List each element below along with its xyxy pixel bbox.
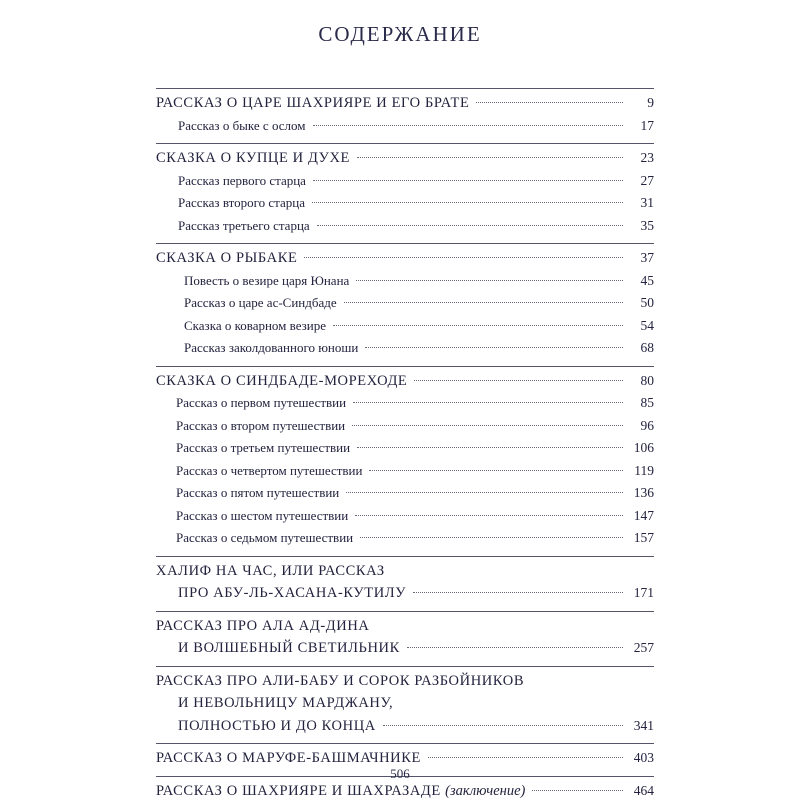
dot-leader [407,647,623,648]
dot-leader [346,492,623,493]
toc-subentry-title [178,115,306,138]
toc-entry[interactable] [156,637,654,660]
toc-section [156,88,654,137]
toc-subentry[interactable] [156,292,654,315]
toc-subentry-title [178,192,305,215]
dot-leader [532,790,623,791]
toc-subentry[interactable] [156,392,654,415]
toc-page-number: 35 [640,217,654,233]
toc-subentry[interactable] [156,315,654,338]
toc-entry[interactable] [156,370,654,393]
toc-entry[interactable] [156,582,654,605]
dot-leader [344,302,623,303]
toc-subentry[interactable] [156,270,654,293]
toc-subentry-title [178,170,306,193]
toc-title-text: Рассказ о седьмом путешествии [176,530,354,545]
toc-entry[interactable] [156,780,654,803]
toc-entry-title [178,637,400,660]
toc-title-text: ПРО АБУ-ЛЬ-ХАСАНА-КУТИЛУ [178,585,407,601]
toc-page-number: 147 [633,507,654,523]
toc-title-text: РАССКАЗ О ЦАРЕ ШАХРИЯРЕ И ЕГО БРАТЕ [156,95,470,111]
toc-entry-title [156,370,407,393]
dot-leader [413,592,623,593]
toc-entry[interactable] [156,92,654,115]
toc-title-text: Повесть о везире царя Юнана [184,272,350,288]
toc-page-number: 106 [633,440,654,455]
page-title: СОДЕРЖАНИЕ [318,22,482,46]
toc-title-text: СКАЗКА О КУПЦЕ И ДУХЕ [156,150,351,166]
dot-leader [317,225,623,226]
toc-entry-title [178,692,393,715]
toc-subentry-title [184,270,349,293]
dot-leader [352,425,623,426]
toc-page-number: 17 [640,117,654,133]
toc-subentry[interactable] [156,170,654,193]
toc-subentry-title [176,482,339,505]
toc-page-number: 464 [633,782,654,798]
toc-entry[interactable] [156,670,654,693]
toc-page-number: 54 [640,317,654,333]
toc-page-number: 50 [640,295,654,310]
toc-page-number: 403 [633,750,654,765]
toc-subentry[interactable] [156,192,654,215]
toc-subentry-title [184,337,358,360]
toc-subentry-title [176,415,345,438]
toc-title-text: Сказка о коварном везире [184,317,327,333]
toc-title-text: РАССКАЗ О ШАХРИЯРЕ И ШАХРАЗАДЕ [156,782,441,799]
toc-entry-title [156,670,524,693]
toc-entry-title [156,560,385,583]
toc-title-text: Рассказ о третьем путешествии [176,440,351,455]
toc-title-text: Рассказ о царе ас-Синдбаде [184,295,337,310]
toc-page-number: 85 [640,395,654,410]
dot-leader [356,280,623,281]
toc-entry-title [156,247,297,270]
dot-leader [357,157,623,158]
dot-leader [476,102,623,103]
toc-title-text: Рассказ о шестом путешествии [176,507,349,523]
toc-subentry-title [176,437,350,460]
dot-leader [313,180,623,181]
toc-page-number: 37 [640,250,654,265]
toc-page-number: 96 [640,417,654,433]
dot-leader [414,380,623,381]
dot-leader [313,125,623,126]
toc-page-number: 9 [647,95,654,110]
table-of-contents [156,88,654,808]
dot-leader [355,515,623,516]
dot-leader [360,537,623,538]
toc-subentry[interactable] [156,415,654,438]
toc-entry-title [156,92,469,115]
toc-subentry[interactable] [156,482,654,505]
toc-title-text: Рассказ заколдованного юноши [184,340,359,355]
dot-leader [353,402,623,403]
toc-title-text: Рассказ второго старца [178,195,306,210]
toc-entry-title [178,582,406,605]
toc-title-text: Рассказ первого старца [178,172,306,188]
toc-page-number: 31 [640,195,654,210]
toc-section [156,611,654,660]
toc-subentry-title [184,292,337,315]
toc-title-text: РАССКАЗ О МАРУФЕ-БАШМАЧНИКЕ [156,750,421,766]
toc-page-number: 27 [640,172,654,188]
dot-leader [304,257,623,258]
toc-section [156,366,654,550]
toc-page-number: 119 [634,462,654,478]
page-number: 506 [390,766,410,781]
toc-title-text: СКАЗКА О РЫБАКЕ [156,250,298,266]
toc-subentry-title [178,215,310,238]
toc-title-text: РАССКАЗ ПРО АЛИ-БАБУ И СОРОК РАЗБОЙНИКОВ [156,672,525,689]
toc-entry[interactable] [156,147,654,170]
toc-entry[interactable] [156,247,654,270]
dot-leader [312,202,623,203]
toc-entry-title [156,780,525,803]
dot-leader [428,757,623,758]
toc-title-text: И НЕВОЛЬНИЦУ МАРДЖАНУ, [178,695,394,711]
toc-title-text: Рассказ третьего старца [178,217,310,233]
toc-section [156,556,654,605]
toc-subentry[interactable] [156,505,654,528]
toc-entry[interactable] [156,560,654,583]
toc-section [156,143,654,237]
toc-entry[interactable] [156,615,654,638]
toc-section [156,666,654,738]
dot-leader [365,347,623,348]
toc-title-text: РАССКАЗ ПРО АЛА АД-ДИНА [156,617,370,634]
toc-subentry-title [184,315,326,338]
toc-subentry-title [176,527,353,550]
toc-entry-title [178,715,376,738]
toc-page-number: 68 [640,340,654,355]
toc-subentry[interactable] [156,115,654,138]
toc-page-number: 257 [633,640,654,655]
toc-subentry-title [176,460,362,483]
toc-section [156,243,654,360]
dot-leader [357,447,623,448]
toc-title-text: И ВОЛШЕБНЫЙ СВЕТИЛЬНИК [178,640,400,656]
toc-title-text: Рассказ о пятом путешествии [176,485,340,500]
dot-leader [333,325,623,326]
toc-page-number: 80 [640,372,654,388]
toc-title-text: Рассказ о первом путешествии [176,395,347,410]
toc-subentry[interactable] [156,527,654,550]
toc-entry[interactable] [156,715,654,738]
toc-subentry[interactable] [156,460,654,483]
toc-subentry-title [176,392,346,415]
toc-title-text: ПОЛНОСТЬЮ И ДО КОНЦА [178,717,376,734]
toc-title-text: Рассказ о втором путешествии [176,417,346,433]
toc-page-number: 136 [633,485,654,500]
toc-page-number: 45 [640,272,654,288]
toc-page-number: 157 [633,530,654,545]
toc-title-text: Рассказ о четвертом путешествии [176,462,363,478]
toc-entry-note: (заключение) [445,782,526,799]
toc-page-number: 23 [640,150,654,165]
toc-subentry-title [176,505,348,528]
toc-subentry[interactable] [156,337,654,360]
toc-title-text: ХАЛИФ НА ЧАС, ИЛИ РАССКАЗ [156,562,385,579]
toc-title-text: Рассказ о быке с ослом [178,117,306,133]
toc-entry-title [156,147,350,170]
toc-page-number: 171 [633,585,654,600]
toc-page-number: 341 [633,717,654,733]
toc-subentry[interactable] [156,215,654,238]
toc-entry[interactable] [156,692,654,715]
toc-subentry[interactable] [156,437,654,460]
toc-title-text: СКАЗКА О СИНДБАДЕ-МОРЕХОДЕ [156,372,408,389]
dot-leader [383,725,623,726]
toc-entry-title [156,615,369,638]
dot-leader [369,470,623,471]
